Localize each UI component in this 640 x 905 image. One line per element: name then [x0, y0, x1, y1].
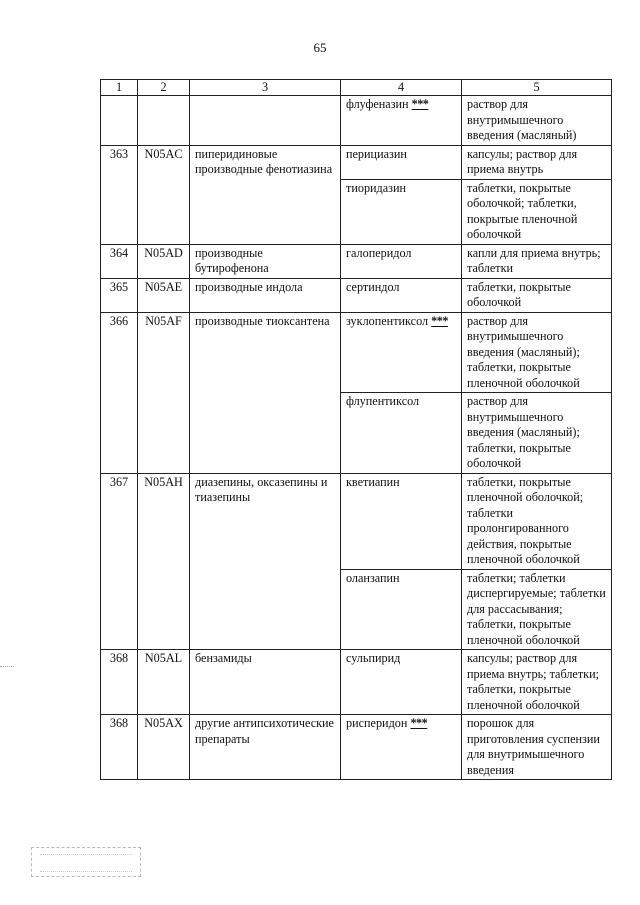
column-header: 5 [462, 80, 612, 96]
atc-code-cell: N05AH [138, 473, 190, 650]
dosage-form-cell: таблетки, покрытые оболочкой [462, 278, 612, 312]
drug-name: перициазин [346, 146, 407, 161]
table-row [101, 473, 612, 569]
row-number-cell: 368 [101, 715, 138, 780]
drug-name-cell [341, 278, 462, 312]
drug-name-cell [341, 145, 462, 179]
table-row [101, 96, 612, 146]
drug-name: сертиндол [346, 279, 400, 294]
drug-name: зуклопентиксол [346, 313, 429, 328]
group-name-cell: другие антипсихотические препараты [190, 715, 341, 780]
row-number-cell: 364 [101, 244, 138, 278]
group-name-cell: производные тиоксантена [190, 312, 341, 473]
row-number-cell: 366 [101, 312, 138, 473]
footnote-marker: *** [411, 97, 429, 111]
group-name-cell: диазепины, оксазепины и тиазепины [190, 473, 341, 650]
stamp-lines [40, 854, 132, 872]
drug-name: флупентиксол [346, 394, 420, 408]
drug-name-cell [341, 650, 462, 715]
drug-name: тиоридазин [346, 180, 407, 195]
footnote-marker: *** [431, 313, 448, 328]
column-header: 2 [138, 80, 190, 96]
drug-name-cell [341, 96, 462, 146]
table-row [101, 312, 612, 393]
drug-name: рисперидон [346, 716, 408, 730]
group-name-cell: производные бутирофенона [190, 244, 341, 278]
group-name-cell: пиперидиновые производные фенотиазина [190, 145, 341, 244]
row-number-cell: 367 [101, 473, 138, 650]
dosage-form-cell: таблетки; таблетки диспергируемые; таблетки для рассасывания; таблетки, покрытые пленочной оболочкой [462, 569, 612, 650]
footnote-marker: *** [410, 716, 428, 730]
column-header: 1 [101, 80, 138, 96]
atc-code-cell: N05AD [138, 244, 190, 278]
page-number: 65 [313, 40, 327, 55]
scan-edge-mark [0, 666, 14, 668]
atc-code-cell: N05AX [138, 715, 190, 780]
row-number-cell [101, 96, 138, 146]
drug-name-cell [341, 393, 462, 474]
atc-code-cell: N05AE [138, 278, 190, 312]
dosage-form-cell: раствор для внутримышечного введения (масляный); таблетки, покрытые оболочкой [462, 393, 612, 474]
drug-name-cell [341, 244, 462, 278]
drug-name-cell [341, 179, 462, 244]
table-header-row [101, 80, 612, 96]
row-number-cell: 365 [101, 278, 138, 312]
row-number-cell: 368 [101, 650, 138, 715]
dosage-form-cell: раствор для внутримышечного введения (масляный); таблетки, покрытые пленочной оболочкой [462, 312, 612, 393]
drug-name-cell [341, 312, 462, 393]
row-number-cell: 363 [101, 145, 138, 244]
dosage-form-cell: капли для приема внутрь; таблетки [462, 244, 612, 278]
column-header: 3 [190, 80, 341, 96]
atc-code-cell: N05AC [138, 145, 190, 244]
drug-name-cell [341, 569, 462, 650]
faded-stamp [31, 847, 141, 877]
drug-name-cell [341, 715, 462, 780]
atc-code-cell: N05AF [138, 312, 190, 473]
drug-name: оланзапин [346, 570, 400, 585]
group-name-cell [190, 96, 341, 146]
table-row [101, 715, 612, 780]
atc-code-cell: N05AL [138, 650, 190, 715]
drug-name: галоперидол [346, 245, 412, 260]
drug-name: флуфеназин [346, 97, 409, 111]
dosage-form-cell: капсулы; раствор для приема внутрь; таблетки; таблетки, покрытые пленочной оболочкой [462, 650, 612, 715]
atc-code-cell [138, 96, 190, 146]
table-row [101, 145, 612, 179]
group-name-cell: бензамиды [190, 650, 341, 715]
dosage-form-cell: таблетки, покрытые оболочкой; таблетки, покрытые пленочной оболочкой [462, 179, 612, 244]
table-row [101, 278, 612, 312]
table-row [101, 244, 612, 278]
drug-name-cell [341, 473, 462, 569]
dosage-form-cell: таблетки, покрытые пленочной оболочкой; таблетки пролонгированного действия, покрытые пленочной оболочкой [462, 473, 612, 569]
drug-name: сульпирид [346, 651, 401, 665]
drug-list-table [100, 79, 612, 780]
dosage-form-cell: капсулы; раствор для приема внутрь [462, 145, 612, 179]
drug-name: кветиапин [346, 474, 400, 489]
table-row [101, 650, 612, 715]
dosage-form-cell: раствор для внутримышечного введения (масляный) [462, 96, 612, 146]
dosage-form-cell: порошок для приготовления суспензии для внутримышечного введения [462, 715, 612, 780]
group-name-cell: производные индола [190, 278, 341, 312]
column-header: 4 [341, 80, 462, 96]
